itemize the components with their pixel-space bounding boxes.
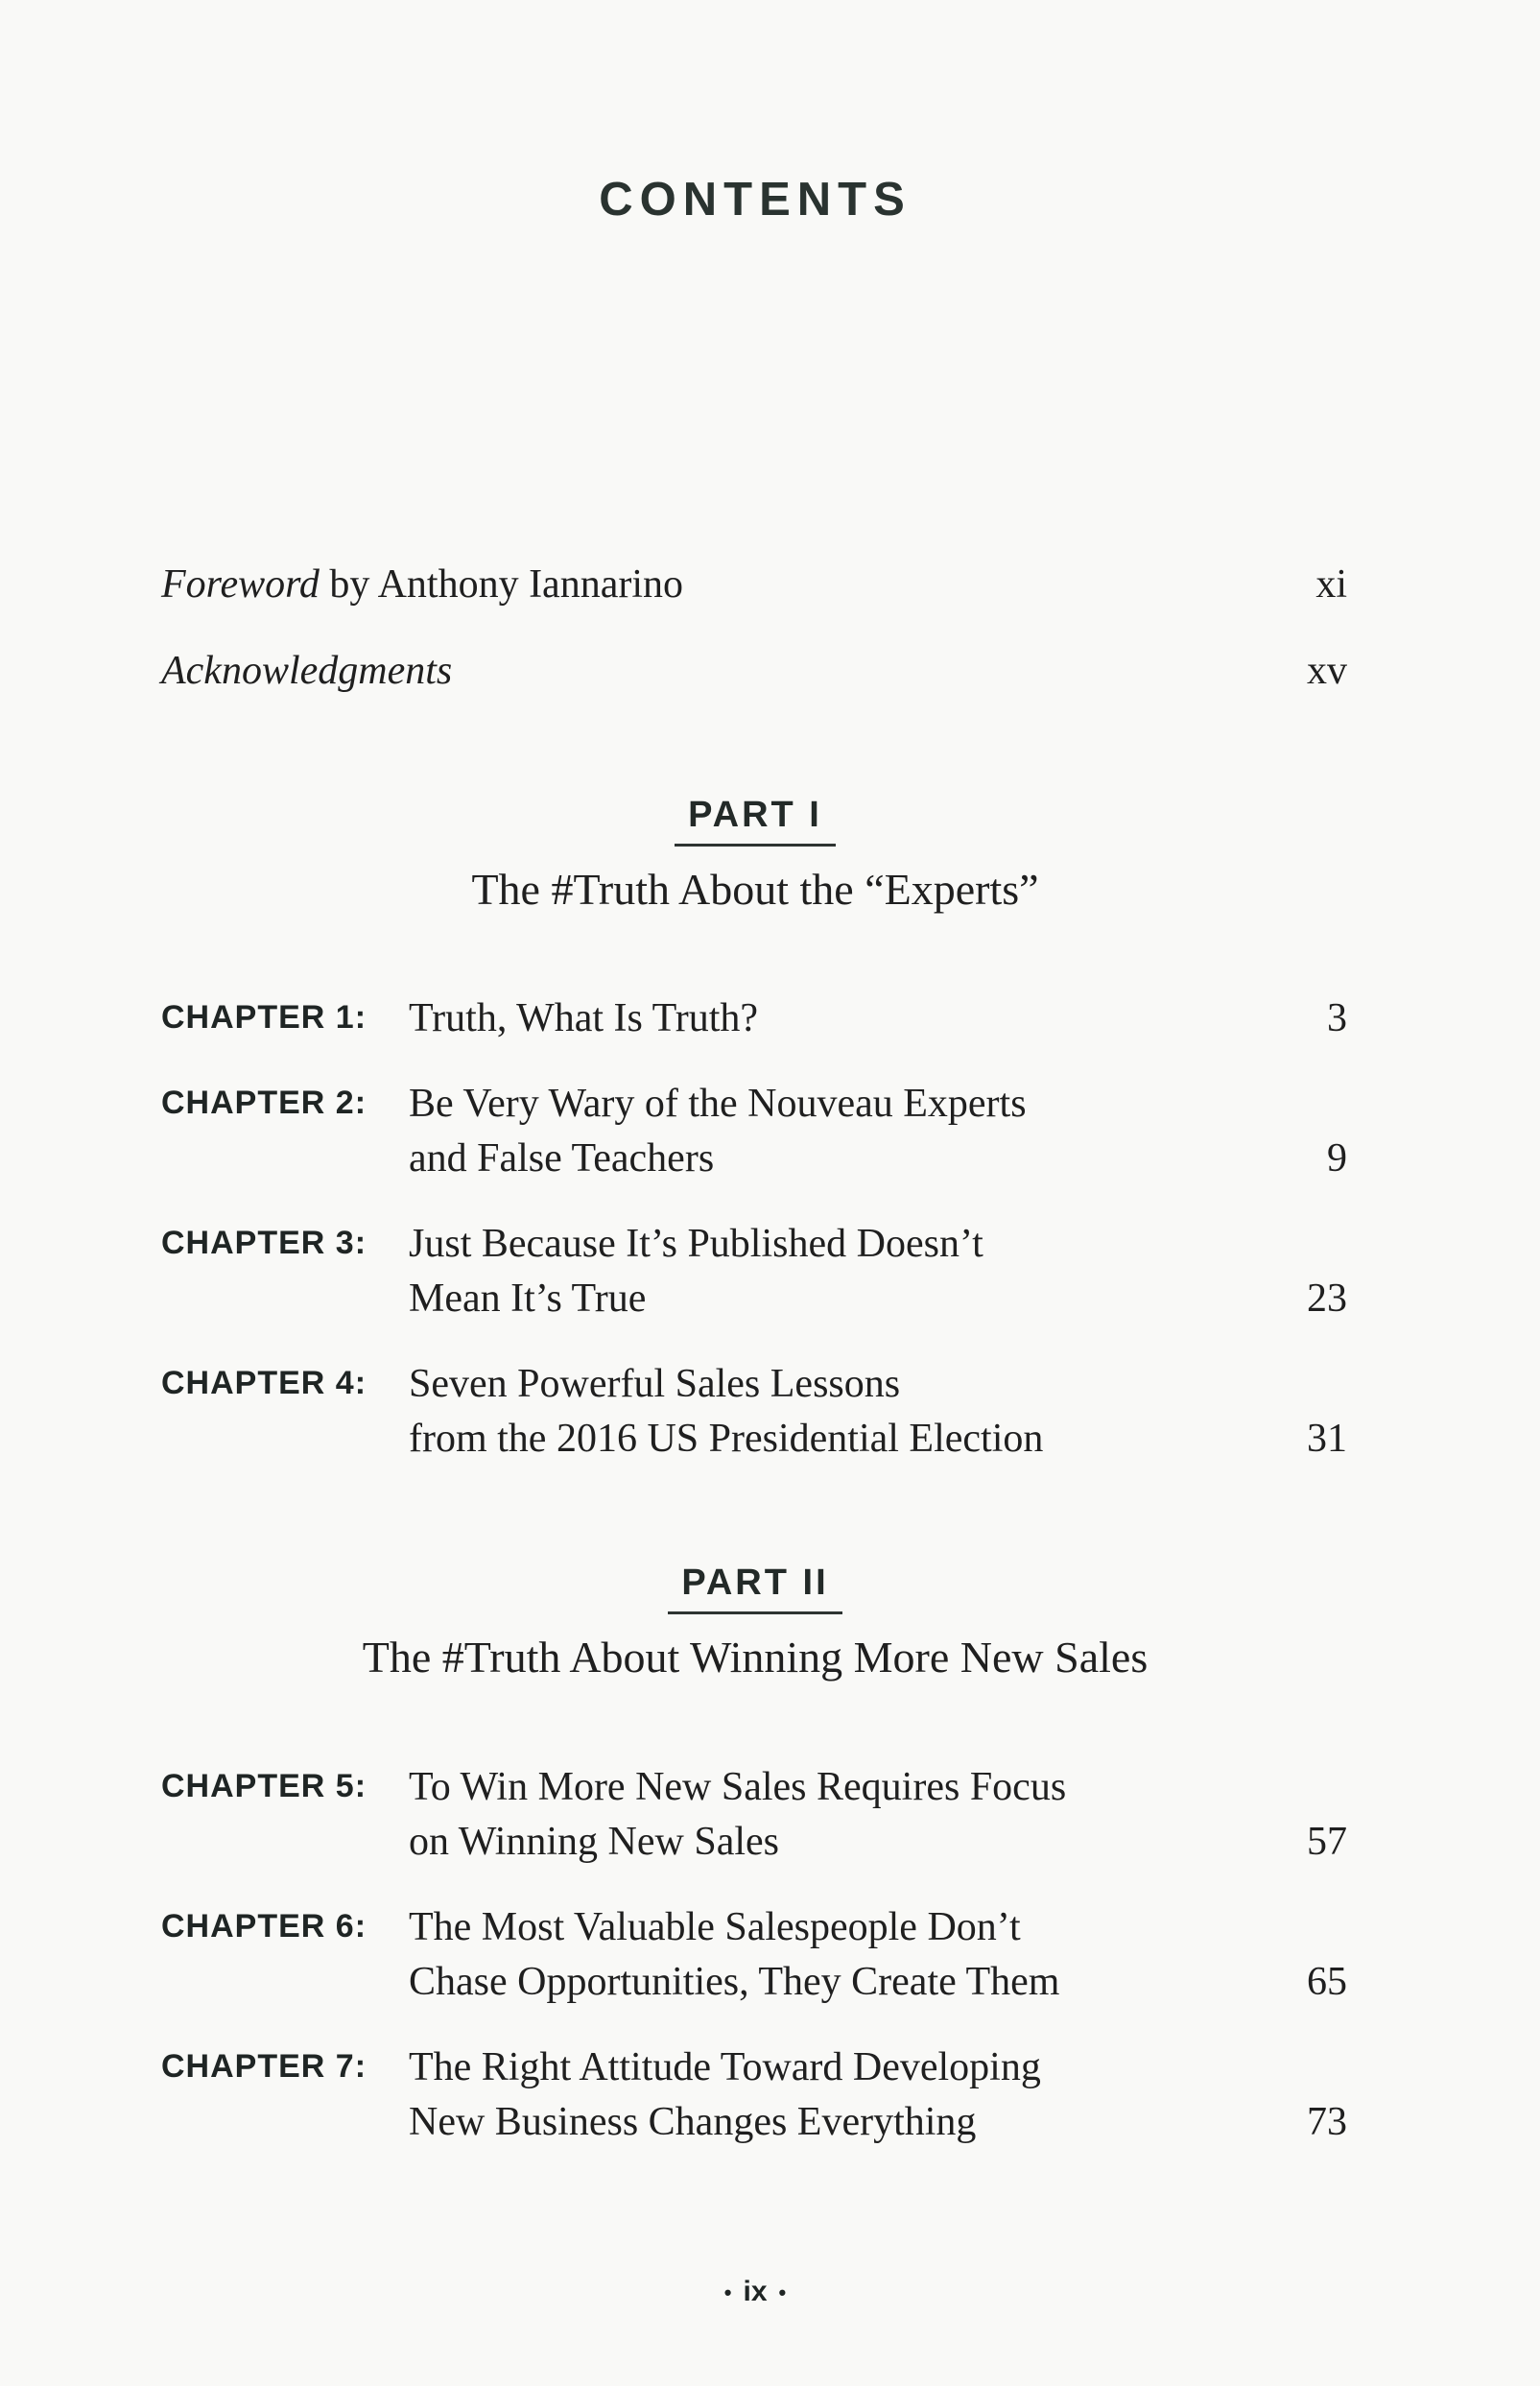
chapter-title-line: To Win More New Sales Requires Focus xyxy=(409,1765,1067,1809)
page-folio xyxy=(0,2276,1510,2308)
chapter-page-number: 65 xyxy=(1307,1960,1347,2004)
chapter-page-number: 3 xyxy=(1327,996,1347,1040)
chapter-title-line: The Most Valuable Salespeople Don’t xyxy=(409,1905,1021,1949)
chapter-title-line: Just Because It’s Published Doesn’t xyxy=(409,1222,983,1266)
entry-title xyxy=(161,648,452,694)
entry-page-number: xi xyxy=(1315,562,1347,607)
chapter-label: CHAPTER 5: xyxy=(161,1768,367,1804)
chapter-title-line: on Winning New Sales xyxy=(409,1820,779,1864)
entry-title-italic: Acknowledgments xyxy=(161,649,453,693)
entry-title-italic: Foreword xyxy=(161,562,320,607)
chapter-page-number: 73 xyxy=(1307,2100,1347,2144)
chapter-label: CHAPTER 4: xyxy=(161,1365,367,1401)
chapter-page-number: 23 xyxy=(1307,1277,1347,1321)
toc-entry-acknowledgments xyxy=(161,648,1347,705)
part-1-header xyxy=(0,795,1510,915)
chapter-title xyxy=(409,991,1253,1046)
toc-entry-foreword xyxy=(161,561,1347,619)
chapter-title-line: The Right Attitude Toward Developing xyxy=(409,2045,1041,2089)
folio-bullet-left: • xyxy=(723,2280,732,2305)
part-label: PART II xyxy=(668,1563,841,1614)
chapter-label: CHAPTER 2: xyxy=(161,1085,367,1121)
chapter-label: CHAPTER 7: xyxy=(161,2048,367,2085)
chapter-page-number: 31 xyxy=(1307,1417,1347,1461)
folio-bullet-right: • xyxy=(778,2280,787,2305)
chapter-title-line: from the 2016 US Presidential Election xyxy=(409,1417,1044,1461)
entry-title xyxy=(161,561,683,608)
chapter-label: CHAPTER 1: xyxy=(161,999,367,1036)
chapter-title-line: Mean It’s True xyxy=(409,1277,647,1321)
chapter-title xyxy=(409,2040,1253,2150)
chapter-title-line: Seven Powerful Sales Lessons xyxy=(409,1362,901,1406)
entry-title-rest: by Anthony Iannarino xyxy=(319,562,683,607)
chapter-title-line: Truth, What Is Truth? xyxy=(409,996,759,1040)
page-title: CONTENTS xyxy=(599,174,912,226)
chapter-title xyxy=(409,1217,1253,1326)
part-title: The #Truth About Winning More New Sales xyxy=(362,1633,1149,1682)
chapter-page-number: 9 xyxy=(1327,1136,1347,1181)
chapter-page-number: 57 xyxy=(1307,1820,1347,1864)
chapter-title xyxy=(409,1077,1253,1186)
chapter-title-line: Be Very Wary of the Nouveau Experts xyxy=(409,1082,1027,1126)
chapter-label: CHAPTER 6: xyxy=(161,1908,367,1945)
chapter-title-line: Chase Opportunities, They Create Them xyxy=(409,1960,1060,2004)
chapter-title xyxy=(409,1900,1253,2010)
entry-page-number: xv xyxy=(1307,649,1347,693)
chapter-title xyxy=(409,1760,1253,1870)
chapter-title-line: New Business Changes Everything xyxy=(409,2100,977,2144)
chapter-title xyxy=(409,1357,1253,1467)
chapter-title-line: and False Teachers xyxy=(409,1136,715,1181)
folio-page-number: ix xyxy=(743,2276,768,2307)
part-title: The #Truth About the “Experts” xyxy=(471,865,1039,914)
part-label: PART I xyxy=(675,795,836,847)
part-2-header xyxy=(0,1563,1510,1682)
chapter-label: CHAPTER 3: xyxy=(161,1225,367,1261)
